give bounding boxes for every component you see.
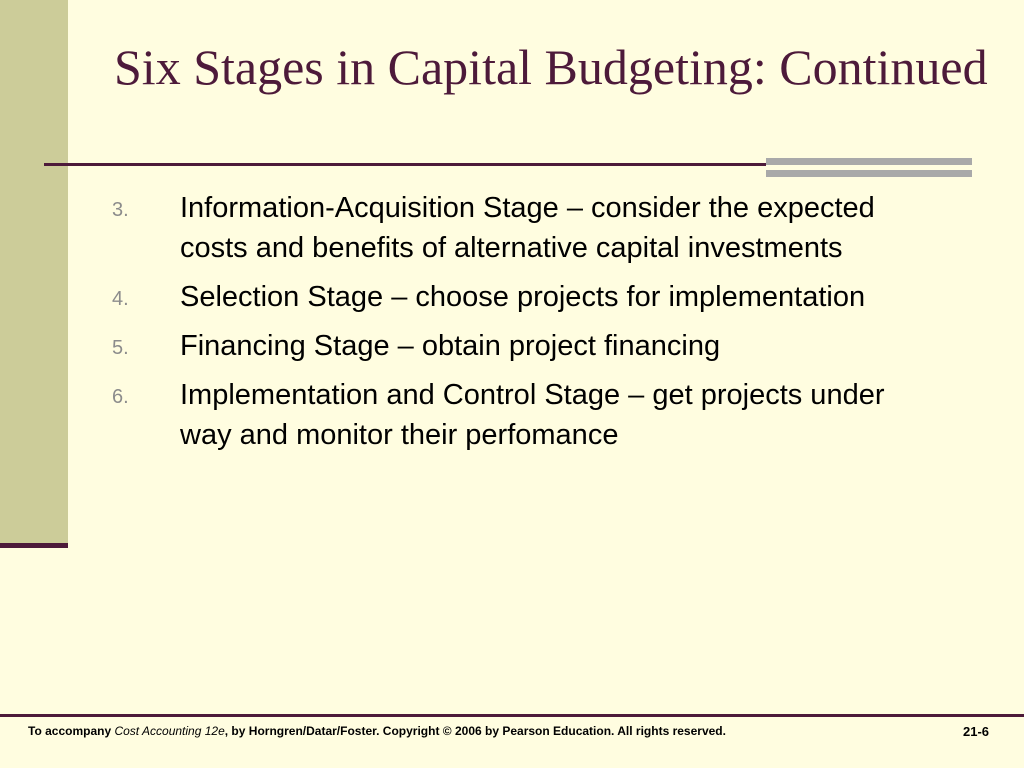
footer-suffix: , by Horngren/Datar/Foster. Copyright © 2006 by Pearson Education. All rights reserved. — [224, 724, 726, 738]
stage-text: Selection Stage – choose projects for implementation — [180, 281, 866, 313]
left-side-band — [0, 0, 68, 543]
footer-book-title: Cost Accounting 12e — [114, 724, 225, 738]
footer-rule — [0, 714, 1024, 717]
stage-text: Financing Stage – obtain project financing — [180, 330, 721, 362]
stage-number: 4. — [112, 288, 129, 310]
accent-bar-top — [766, 158, 972, 165]
title-underline — [44, 163, 766, 166]
stage-item-5 — [112, 326, 932, 366]
stage-text: Information-Acquisition Stage – consider the expected costs and benefits of alternative capital investments — [180, 192, 875, 264]
stage-item-4 — [112, 277, 932, 317]
slide-title: Six Stages in Capital Budgeting: Continued — [114, 39, 988, 95]
left-side-rule — [0, 543, 68, 548]
accent-bar-bottom — [766, 170, 972, 177]
stage-number: 5. — [112, 337, 129, 359]
title-accent-bars — [766, 158, 972, 178]
stage-number: 6. — [112, 386, 129, 408]
slide-number: 21-6 — [963, 724, 990, 739]
stage-item-3 — [112, 188, 932, 268]
footer-prefix: To accompany — [28, 724, 115, 738]
footer-copyright — [28, 724, 726, 738]
stage-number: 3. — [112, 199, 129, 221]
stage-list — [112, 188, 932, 464]
stage-item-6 — [112, 375, 932, 455]
stage-text: Implementation and Control Stage – get projects under way and monitor their perfomance — [180, 379, 885, 451]
